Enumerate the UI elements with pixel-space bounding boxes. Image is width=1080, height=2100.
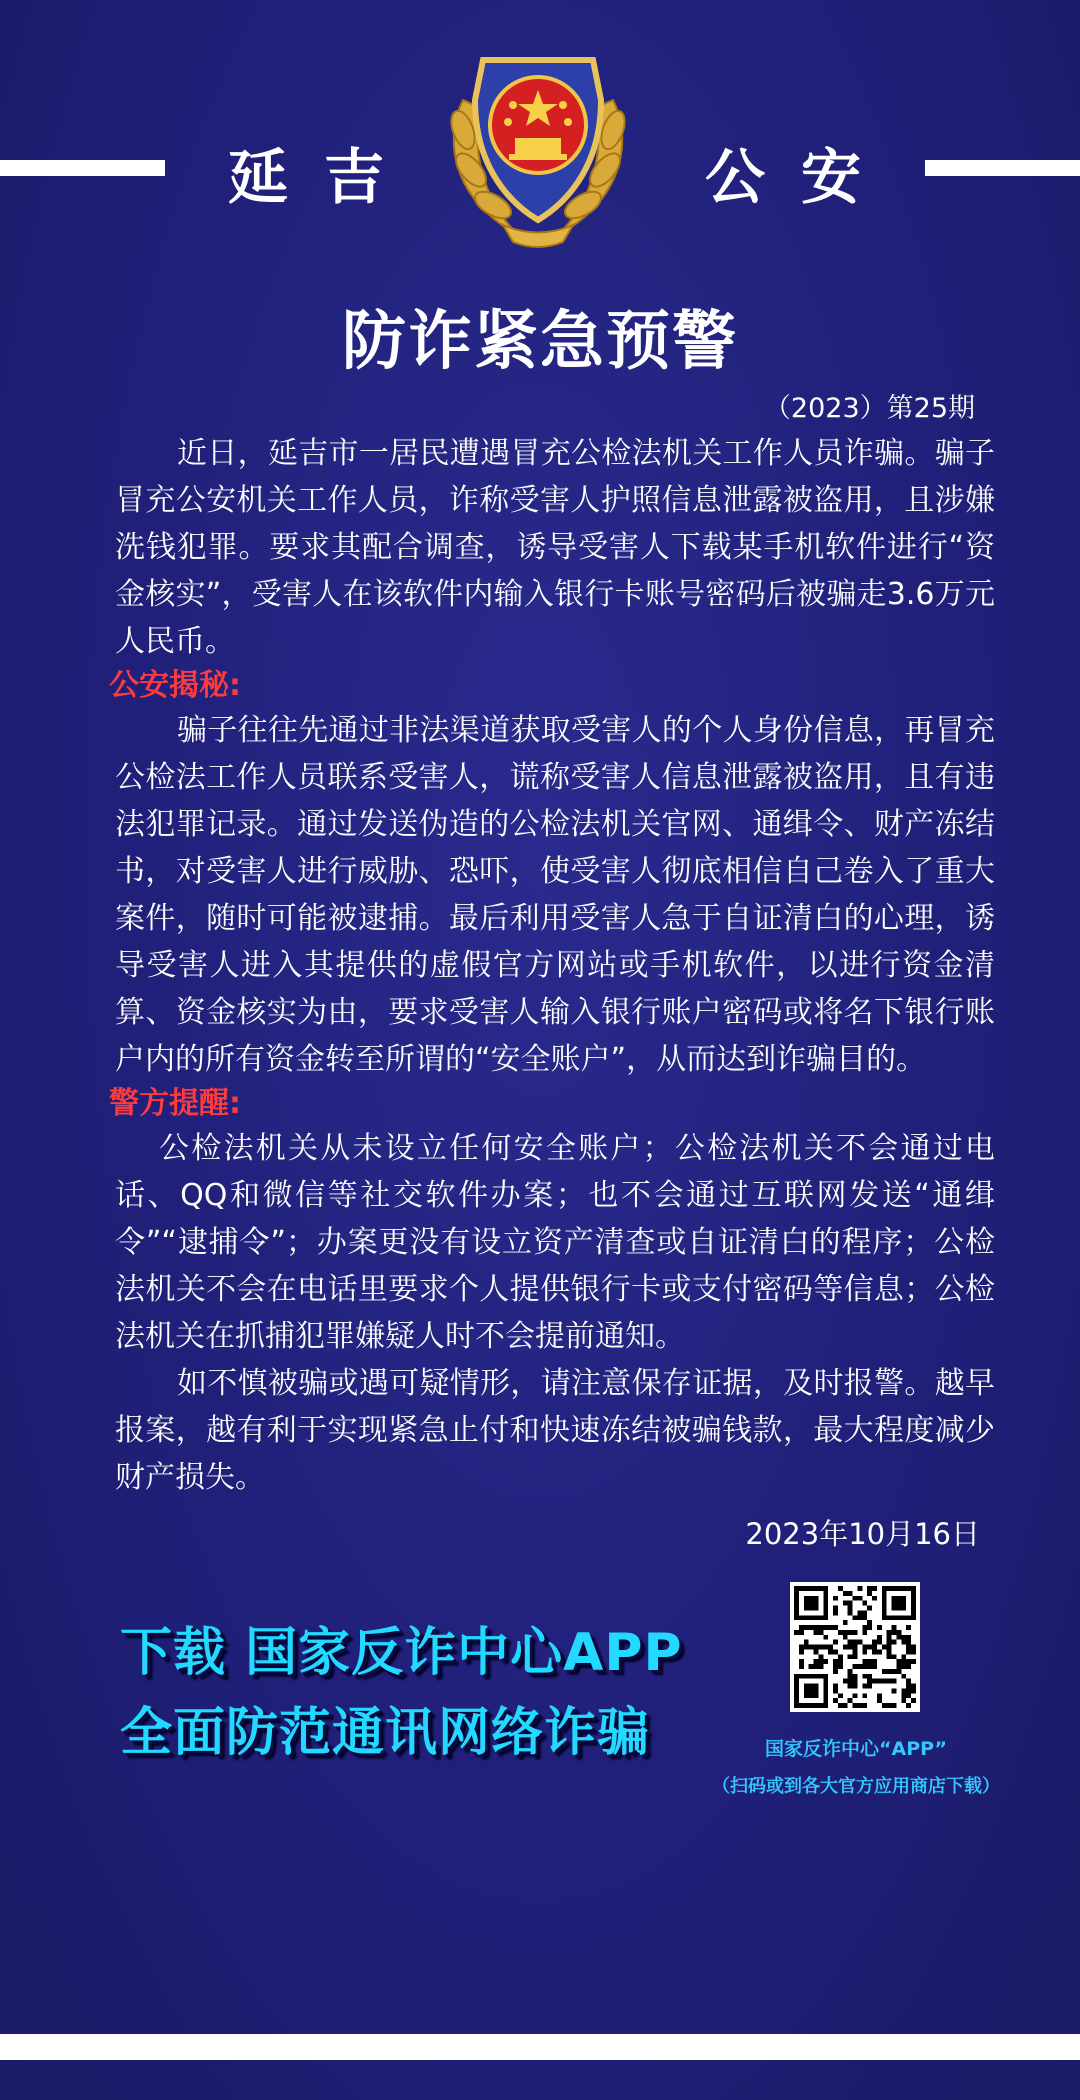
reveal-paragraph: 骗子往往先通过非法渠道获取受害人的个人身份信息，再冒充公检法工作人员联系受害人，谎称受害人信息泄露被盗用，且有违法犯罪记录。通过发送伪造的公检法机关官网、通缉令、财产冻结书，对受害人进行威胁、恐吓，使受害人彻底相信自己卷入了重大案件，随时可能被逮捕。最后利用受害人急于自证清白的心理，诱导受害人进入其提供的虚假官方网站或手机软件，以进行资金清算、资金核实为由，要求受害人输入银行账户密码或将名下银行账户内的所有资金转至所谓的“安全账户”，从而达到诈骗目的。: [115, 713, 995, 1077]
slogan-line-1: 下载 国家反诈中心APP: [120, 1623, 683, 1683]
agency-name-left: 延吉: [228, 143, 420, 213]
qr-subcaption: （扫码或到各大官方应用商店下载）: [712, 1776, 1000, 1797]
issue-number: （2023）第25期: [763, 393, 975, 424]
reveal-heading: 公安揭秘:: [109, 668, 241, 703]
right-header-bar: [925, 160, 1080, 176]
reminder-paragraph-1: 公检法机关从未设立任何安全账户；公检法机关不会通过电话、QQ和微信等社交软件办案；也不会通过互联网发送“通缉令”“逮捕令”；办案更没有设立资产清查或自证清白的程序；公检法机关不会在电话里要求个人提供银行卡或支付密码等信息；公检法机关在抓捕犯罪嫌疑人时不会提前通知。: [115, 1131, 995, 1354]
left-header-bar: [0, 160, 165, 176]
police-emblem-icon: [423, 30, 653, 250]
reminder-paragraph-2: 如不慎被骗或遇可疑情形，请注意保存证据，及时报警。越早报案，越有利于实现紧急止付和快速冻结被骗钱款，最大程度减少财产损失。: [115, 1366, 995, 1495]
notice-body: [109, 430, 995, 1501]
slogan-line-2: 全面防范通讯网络诈骗: [120, 1703, 651, 1763]
agency-name-right: 公安: [705, 143, 897, 213]
case-paragraph: 近日，延吉市一居民遭遇冒充公检法机关工作人员诈骗。骗子冒充公安机关工作人员，诈称受害人护照信息泄露被盗用，且涉嫌洗钱犯罪。要求其配合调查，诱导受害人下载某手机软件进行“资金核实”，受害人在该软件内输入银行卡账号密码后被骗走3.6万元人民币。: [115, 436, 995, 659]
reminder-heading: 警方提醒:: [109, 1086, 241, 1121]
qr-code-icon[interactable]: [790, 1582, 920, 1712]
footer-bar: [0, 2034, 1080, 2060]
qr-caption: 国家反诈中心“APP”: [765, 1738, 947, 1760]
page-title: 防诈紧急预警: [342, 305, 738, 379]
notice-date: 2023年10月16日: [745, 1517, 980, 1551]
